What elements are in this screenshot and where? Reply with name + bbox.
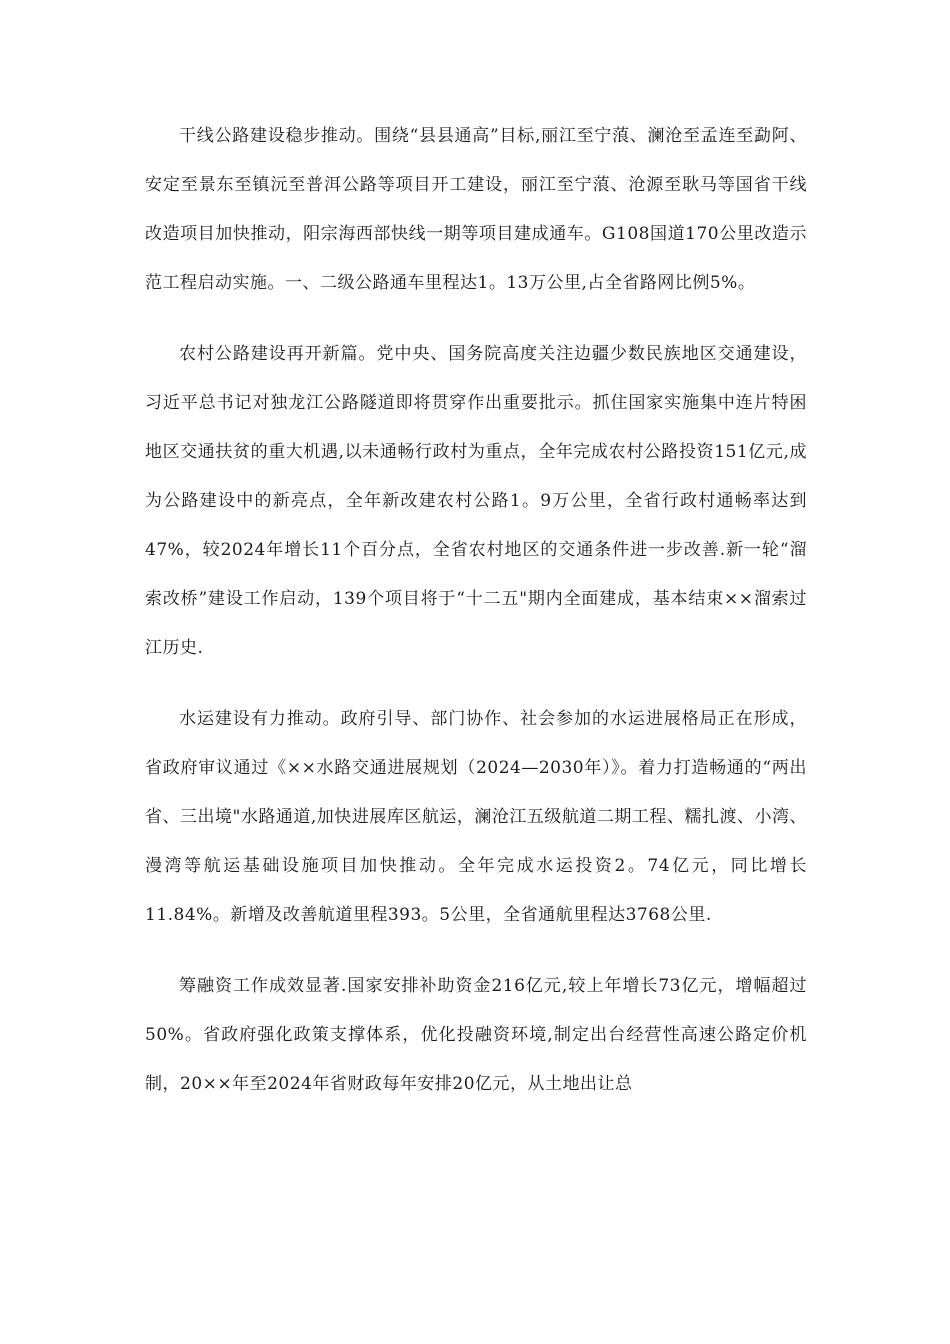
paragraph-rural-roads: 农村公路建设再开新篇。党中央、国务院高度关注边疆少数民族地区交通建设，习近平总书记对独龙江公路隧道即将贯穿作出重要批示。抓住国家实施集中连片特困地区交通扶贫的重大机遇,以未通畅行政村为重点，全年完成农村公路投资151亿元,成为公路建设中的新亮点，全年新改建农村公路1。9万公里，全省行政村通畅率达到47%，较2024年增长11个百分点，全省农村地区的交通条件进一步改善.新一轮“溜索改桥”建设工作启动，139个项目将于“十二五"期内全面建成，基本结束××溜索过江历史. (145, 344, 807, 658)
paragraph-financing: 筹融资工作成效显著.国家安排补助资金216亿元,较上年增长73亿元，增幅超过50%。省政府强化政策支撑体系，优化投融资环境,制定出台经营性高速公路定价机制，20××年至2024年省财政每年安排20亿元，从土地出让总 (145, 976, 807, 1094)
paragraph-trunk-highways: 干线公路建设稳步推动。围绕“县县通高”目标,丽江至宁蒗、澜沧至孟连至勐阿、安定至景东至镇沅至普洱公路等项目开工建设，丽江至宁蒗、沧源至耿马等国省干线改造项目加快推动，阳宗海西部快线一期等项目建成通车。G108国道170公里改造示范工程启动实施。一、二级公路通车里程达1。13万公里,占全省路网比例5%。 (145, 126, 807, 293)
paragraph-water-transport: 水运建设有力推动。政府引导、部门协作、社会参加的水运进展格局正在形成，省政府审议通过《××水路交通进展规划（2024—2030年）》。着力打造畅通的“两出省、三出境"水路通道,加快进展库区航运，澜沧江五级航道二期工程、糯扎渡、小湾、漫湾等航运基础设施项目加快推动。全年完成水运投资2。74亿元，同比增长11.84%。新增及改善航道里程393。5公里，全省通航里程达3768公里. (145, 709, 807, 925)
document-page (145, 112, 807, 1109)
